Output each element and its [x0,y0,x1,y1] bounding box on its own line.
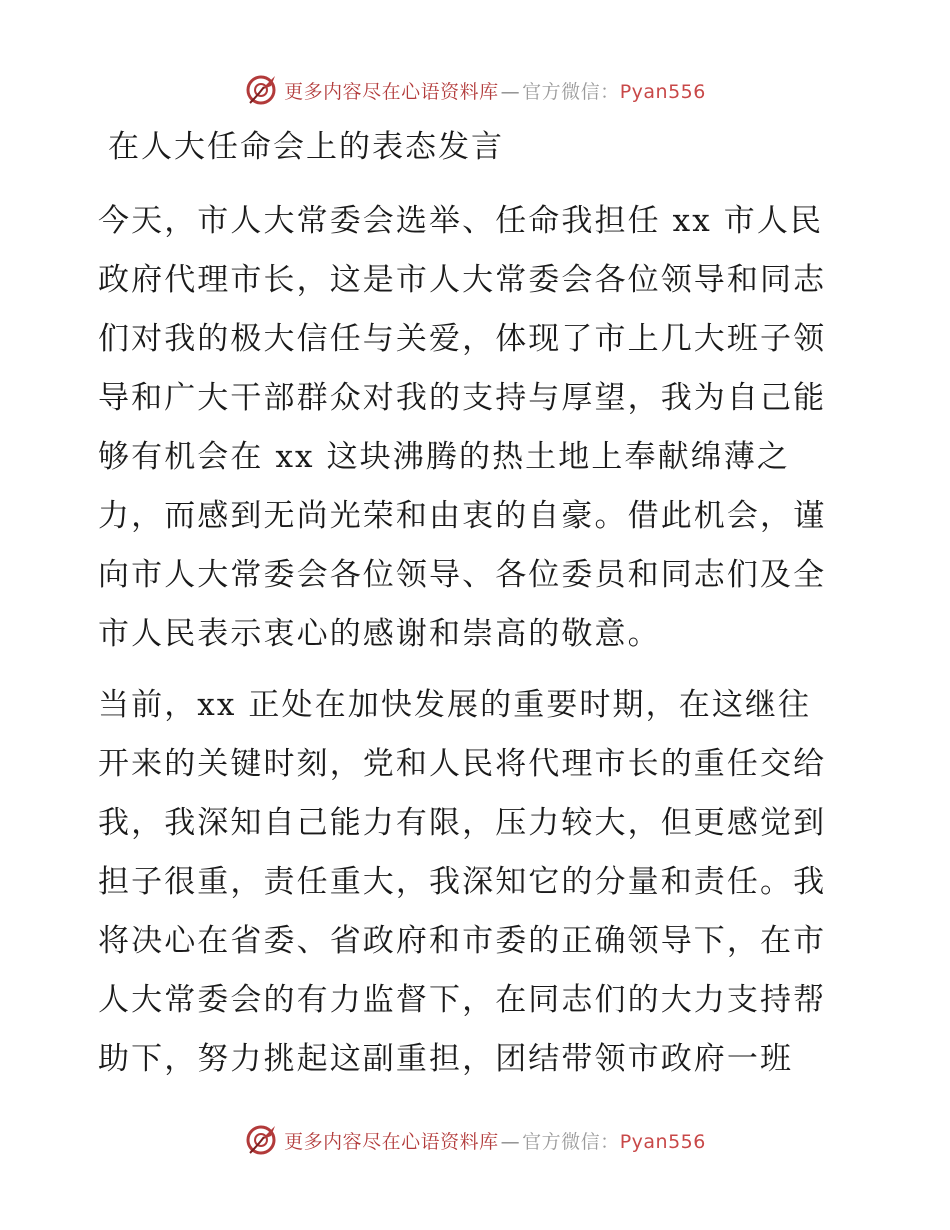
paragraph-1 [98,192,858,664]
text-line: 导和广大干部群众对我的支持与厚望，我为自己能 [98,380,827,416]
text-line: 担子很重，责任重大，我深知它的分量和责任。我 [98,864,827,900]
banner-official-label: 官方微信： [522,80,620,103]
text-line: 人大常委会的有力监督下，在同志们的大力支持帮 [98,982,827,1018]
document-title: 在人大任命会上的表态发言 [108,129,504,165]
text-line: 将决心在省委、省政府和市委的正确领导下，在市 [98,923,827,959]
text-line: 力，而感到无尚光荣和由衷的自豪。借此机会，谨 [98,498,827,534]
quill-logo-icon [244,73,278,107]
banner-wechat-id: Pyan556 [619,1130,706,1153]
banner-slogan: 更多内容尽在心语资料库 [284,80,499,103]
header-banner [0,70,950,110]
quill-logo-icon [244,1123,278,1157]
text-line: 助下，努力挑起这副重担，团结带领市政府一班 [98,1041,794,1077]
text-line: 们对我的极大信任与关爱，体现了市上几大班子领 [98,321,827,357]
text-line: 市人民表示衷心的感谢和崇高的敬意。 [98,616,661,652]
banner-text [284,77,706,104]
banner-official-label: 官方微信： [522,1130,620,1153]
text-line: 政府代理市长，这是市人大常委会各位领导和同志 [98,262,827,298]
text-line: 开来的关键时刻，党和人民将代理市长的重任交给 [98,746,827,782]
text-line: 向市人大常委会各位领导、各位委员和同志们及全 [98,557,827,593]
footer-banner [0,1120,950,1160]
paragraph-2 [98,676,858,1089]
banner-wechat-id: Pyan556 [619,80,706,103]
text-line: 今天，市人大常委会选举、任命我担任 xx 市人民 [98,203,824,239]
text-line: 够有机会在 xx 这块沸腾的热土地上奉献绵薄之 [98,439,790,475]
banner-text [284,1127,706,1154]
text-line: 当前，xx 正处在加快发展的重要时期，在这继往 [98,687,812,723]
banner-dash: — [500,80,521,103]
banner-dash: — [500,1130,521,1153]
text-line: 我，我深知自己能力有限，压力较大，但更感觉到 [98,805,827,841]
banner-slogan: 更多内容尽在心语资料库 [284,1130,499,1153]
